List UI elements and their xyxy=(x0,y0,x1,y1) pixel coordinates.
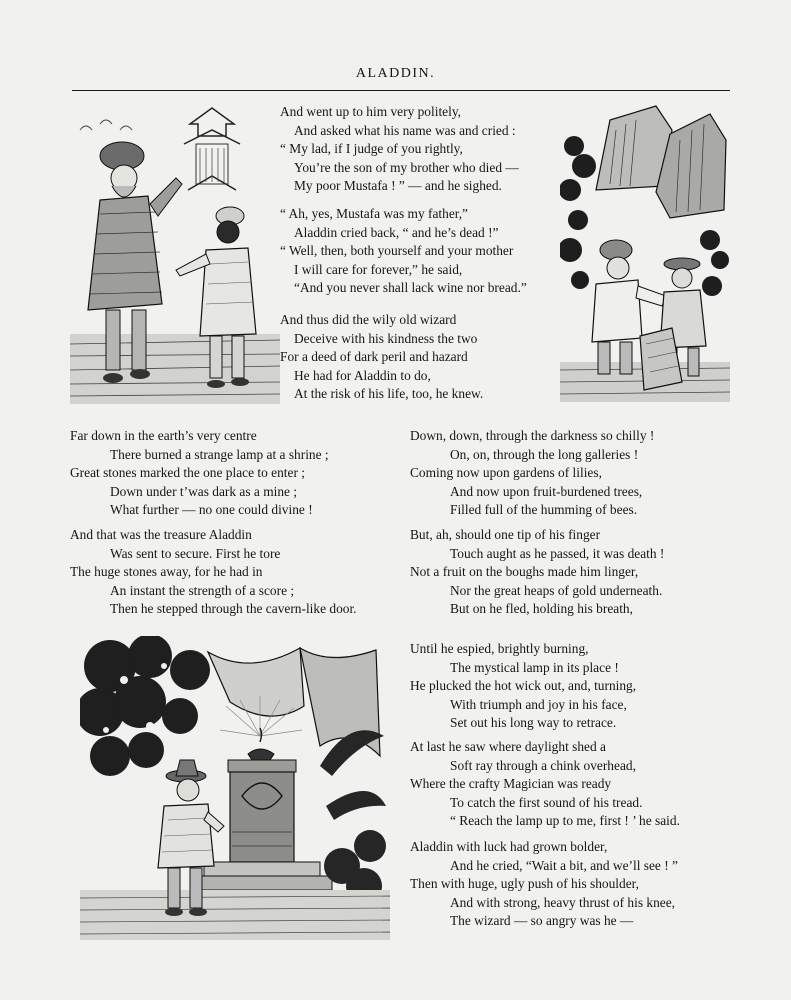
right-stanza-2 xyxy=(410,526,664,619)
verse-line: What further — no one could divine ! xyxy=(110,502,313,518)
lamp-shrine-illustration xyxy=(80,636,390,940)
verse-line: The wizard — so angry was he — xyxy=(450,913,634,929)
verse-line: You’re the son of my brother who died — xyxy=(294,159,519,175)
verse-line: I will care for forever,” he said, xyxy=(294,261,463,277)
verse-line: Down, down, through the darkness so chilly ! xyxy=(410,428,655,443)
verse-line: Nor the great heaps of gold underneath. xyxy=(450,582,663,598)
verse-line: Great stones marked the one place to enter ; xyxy=(70,465,305,481)
verse-line: With triumph and joy in his face, xyxy=(450,696,627,712)
verse-line: Coming now upon gardens of lilies, xyxy=(410,465,602,481)
verse-line: And that was the treasure Aladdin xyxy=(70,527,252,542)
verse-line: Then with huge, ugly push of his shoulder, xyxy=(410,876,639,892)
verse-line: “ Well, then, both yourself and your mother xyxy=(280,243,514,259)
verse-line: Far down in the earth’s very centre xyxy=(70,428,257,443)
verse-line: There burned a strange lamp at a shrine ; xyxy=(110,446,329,462)
verse-line: And thus did the wily old wizard xyxy=(280,312,457,327)
verse-line: An instant the strength of a score ; xyxy=(110,582,295,598)
moving-stone-illustration xyxy=(560,100,730,402)
verse-line: Touch aught as he passed, it was death ! xyxy=(450,545,665,561)
top-stanza-1 xyxy=(280,103,519,196)
verse-line: Set out his long way to retrace. xyxy=(450,715,617,731)
verse-line: But, ah, should one tip of his finger xyxy=(410,527,601,542)
verse-line: Not a fruit on the boughs made him linger, xyxy=(410,564,639,580)
verse-line: “ Reach the lamp up to me, first ! ’ he said. xyxy=(450,813,680,829)
verse-line: Filled full of the humming of bees. xyxy=(450,502,638,518)
verse-line: “ My lad, if I judge of you rightly, xyxy=(280,141,463,157)
verse-line: But on he fled, holding his breath, xyxy=(450,601,633,617)
verse-line: Was sent to secure. First he tore xyxy=(110,545,281,561)
verse-line: On, on, through the long galleries ! xyxy=(450,446,639,462)
verse-line: At the risk of his life, too, he knew. xyxy=(294,386,484,402)
verse-line: And now upon fruit-burdened trees, xyxy=(450,483,643,499)
top-stanza-3 xyxy=(280,311,483,404)
verse-line: And with strong, heavy thrust of his knee, xyxy=(450,894,676,910)
left-stanza-2 xyxy=(70,526,357,619)
header-rule xyxy=(72,90,730,91)
wizard-meets-aladdin-illustration xyxy=(70,104,280,404)
verse-line: And he cried, “Wait a bit, and we’ll see ! ” xyxy=(450,857,678,873)
verse-line: Then he stepped through the cavern-like door. xyxy=(110,601,357,617)
right-stanza-3 xyxy=(410,640,636,733)
verse-line: And went up to him very politely, xyxy=(280,104,461,119)
top-stanza-2 xyxy=(280,205,527,298)
verse-line: Until he espied, brightly burning, xyxy=(410,641,589,656)
verse-line: To catch the first sound of his tread. xyxy=(450,794,643,810)
verse-line: Aladdin with luck had grown bolder, xyxy=(410,839,608,854)
verse-line: Soft ray through a chink overhead, xyxy=(450,757,636,773)
page-title: ALADDIN. xyxy=(355,66,436,81)
verse-line: He had for Aladdin to do, xyxy=(294,367,431,383)
verse-line: Where the crafty Magician was ready xyxy=(410,776,612,792)
verse-line: The mystical lamp in its place ! xyxy=(450,659,619,675)
verse-line: At last he saw where daylight shed a xyxy=(410,739,606,754)
verse-line: “And you never shall lack wine nor bread.” xyxy=(294,280,527,296)
verse-line: Aladdin cried back, “ and he’s dead !” xyxy=(294,224,499,240)
verse-line: My poor Mustafa ! ” — and he sighed. xyxy=(294,178,502,194)
right-stanza-4 xyxy=(410,738,680,831)
right-stanza-5 xyxy=(410,838,678,931)
verse-line: He plucked the hot wick out, and, turning, xyxy=(410,678,637,694)
left-stanza-1 xyxy=(70,427,329,520)
verse-line: Down under t’was dark as a mine ; xyxy=(110,483,298,499)
right-stanza-1 xyxy=(410,427,654,520)
verse-line: The huge stones away, for he had in xyxy=(70,564,263,580)
verse-line: Deceive with his kindness the two xyxy=(294,330,478,346)
verse-line: “ Ah, yes, Mustafa was my father,” xyxy=(280,206,468,221)
verse-line: For a deed of dark peril and hazard xyxy=(280,349,468,365)
verse-line: And asked what his name was and cried : xyxy=(294,122,516,138)
